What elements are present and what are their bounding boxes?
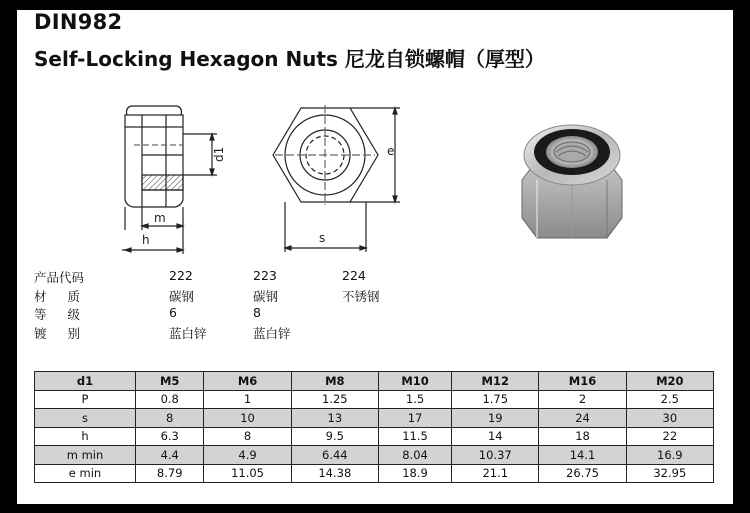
table-cell: 6.3 xyxy=(136,427,204,446)
table-row xyxy=(35,427,714,446)
table-row xyxy=(35,464,714,483)
side-view-drawing xyxy=(122,106,217,254)
table-header-cell: M8 xyxy=(291,372,378,391)
table-header-cell: M20 xyxy=(626,372,713,391)
label-e: e xyxy=(387,144,395,158)
table-cell: 22 xyxy=(626,427,713,446)
spec-value: 223 xyxy=(253,268,277,283)
table-cell: 4.4 xyxy=(136,446,204,465)
table-cell: 10.37 xyxy=(452,446,539,465)
table-cell: 13 xyxy=(291,409,378,428)
table-cell: 1.5 xyxy=(378,390,451,409)
table-cell: 1.25 xyxy=(291,390,378,409)
label-s: s xyxy=(319,231,326,245)
table-cell: 2.5 xyxy=(626,390,713,409)
table-cell: 10 xyxy=(204,409,291,428)
table-cell: 1 xyxy=(204,390,291,409)
table-cell: s xyxy=(35,409,136,428)
table-cell: 4.9 xyxy=(204,446,291,465)
table-cell: 2 xyxy=(539,390,626,409)
table-cell: 16.9 xyxy=(626,446,713,465)
table-header-cell: M5 xyxy=(136,372,204,391)
spec-label: 产品代码 xyxy=(34,270,85,285)
table-cell: 21.1 xyxy=(452,464,539,483)
spec-value: 蓝白锌 xyxy=(253,325,291,341)
table-cell: 19 xyxy=(452,409,539,428)
table-cell: 9.5 xyxy=(291,427,378,446)
product-code-title: DIN982 xyxy=(34,10,123,34)
label-h: h xyxy=(142,233,150,247)
table-cell: 0.8 xyxy=(136,390,204,409)
table-header-row xyxy=(35,372,714,391)
table-cell: 30 xyxy=(626,409,713,428)
table-cell: 1.75 xyxy=(452,390,539,409)
table-cell: m min xyxy=(35,446,136,465)
spec-label: 材质 xyxy=(34,288,102,304)
table-cell: P xyxy=(35,390,136,409)
spec-label: 等级 xyxy=(34,307,102,322)
spec-value: 蓝白锌 xyxy=(169,325,207,341)
table-cell: 11.5 xyxy=(378,427,451,446)
table-cell: 6.44 xyxy=(291,446,378,465)
label-d1: d1 xyxy=(212,146,226,162)
spec-value: 6 xyxy=(169,305,177,320)
table-cell: 18.9 xyxy=(378,464,451,483)
spec-value: 222 xyxy=(169,268,193,283)
table-header-cell: M12 xyxy=(452,372,539,391)
table-cell: 8 xyxy=(204,427,291,446)
table-cell: h xyxy=(35,427,136,446)
top-view-drawing xyxy=(273,105,400,252)
table-header-cell: M6 xyxy=(204,372,291,391)
spec-label: 镀别 xyxy=(34,325,102,341)
table-cell: 24 xyxy=(539,409,626,428)
spec-value: 不锈钢 xyxy=(342,288,380,304)
table-cell: 8.04 xyxy=(378,446,451,465)
table-cell: 18 xyxy=(539,427,626,446)
document-page xyxy=(17,10,733,504)
dimension-table xyxy=(34,371,714,483)
label-m: m xyxy=(154,211,166,225)
table-cell: 14 xyxy=(452,427,539,446)
table-cell: 8 xyxy=(136,409,204,428)
product-photo xyxy=(517,110,627,240)
table-header-cell: d1 xyxy=(35,372,136,391)
table-row xyxy=(35,409,714,428)
spec-value: 碳钢 xyxy=(253,288,279,304)
spec-value: 8 xyxy=(253,305,261,320)
table-cell: 26.75 xyxy=(539,464,626,483)
table-row xyxy=(35,390,714,409)
table-cell: 14.38 xyxy=(291,464,378,483)
table-cell: 17 xyxy=(378,409,451,428)
table-cell: 8.79 xyxy=(136,464,204,483)
table-cell: 11.05 xyxy=(204,464,291,483)
product-title: Self-Locking Hexagon Nuts 尼龙自锁螺帽（厚型） xyxy=(34,47,545,71)
table-cell: e min xyxy=(35,464,136,483)
table-row xyxy=(35,446,714,465)
spec-value: 224 xyxy=(342,268,366,283)
table-cell: 14.1 xyxy=(539,446,626,465)
table-header-cell: M16 xyxy=(539,372,626,391)
spec-value: 碳钢 xyxy=(169,288,195,304)
table-header-cell: M10 xyxy=(378,372,451,391)
table-cell: 32.95 xyxy=(626,464,713,483)
